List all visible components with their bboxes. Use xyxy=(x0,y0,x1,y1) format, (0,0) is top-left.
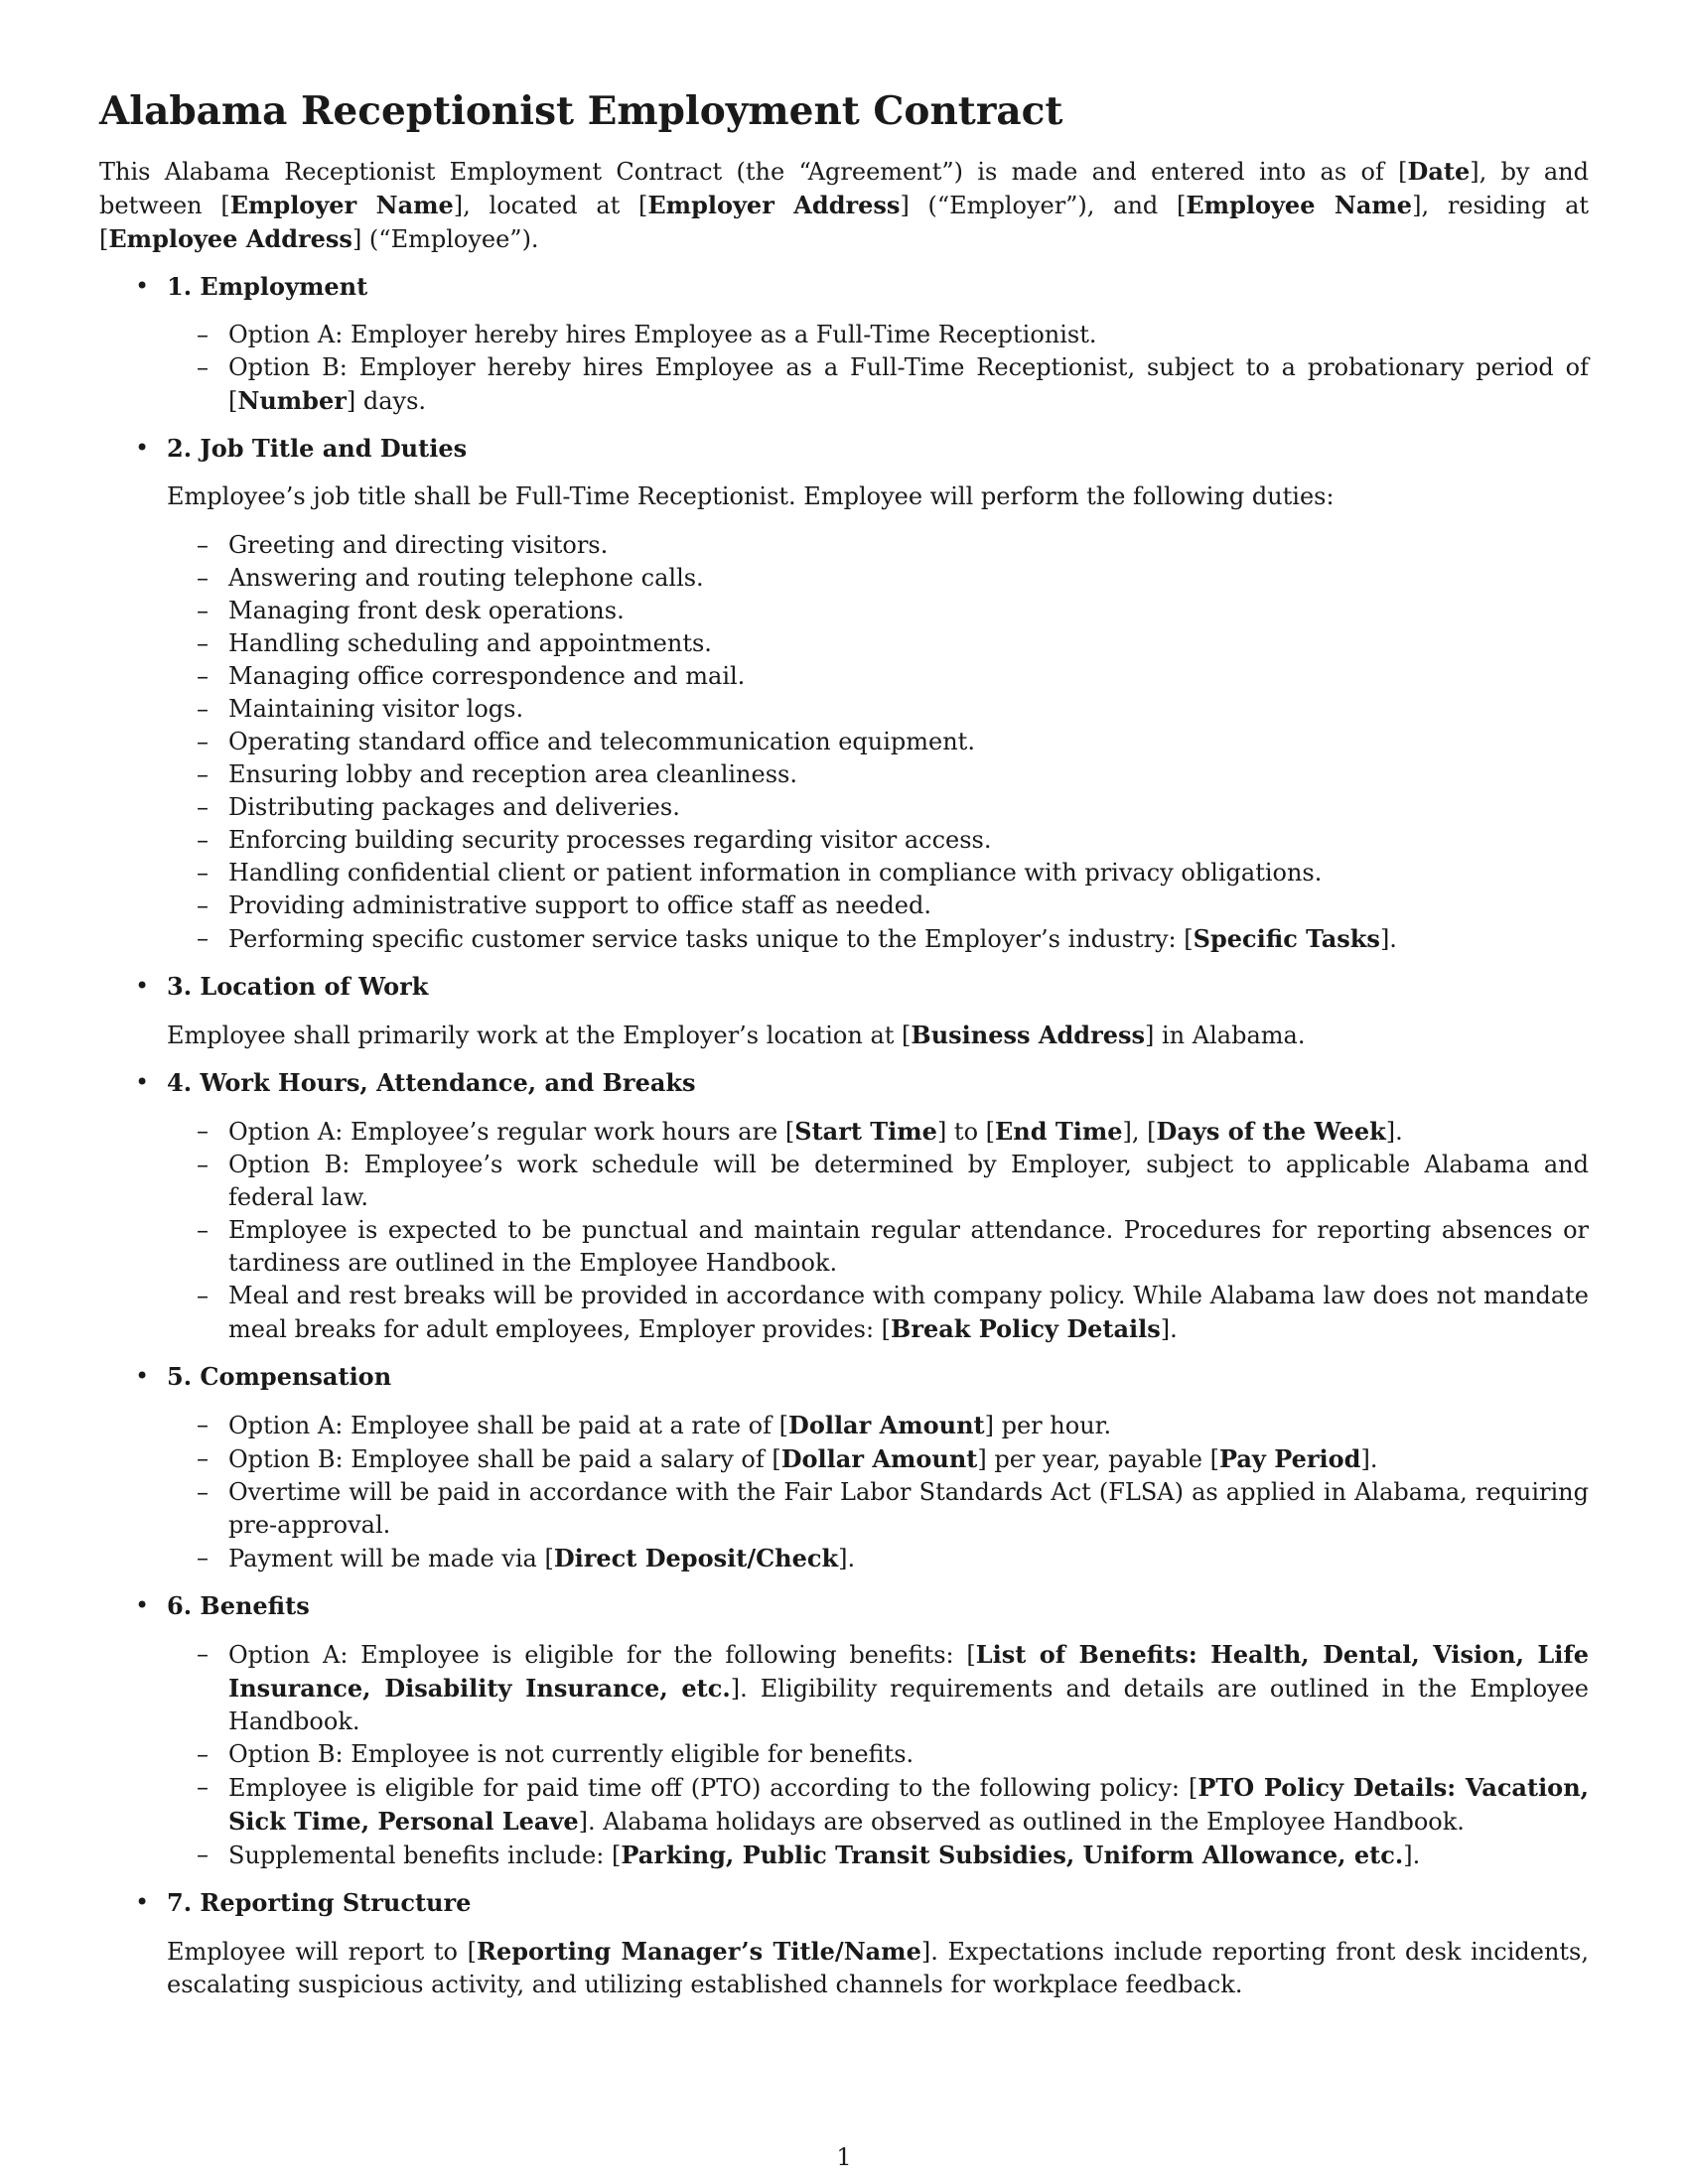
placeholder-field: Employee Name xyxy=(1186,191,1413,219)
list-item xyxy=(167,1771,1589,1839)
list-item xyxy=(167,693,1589,726)
section-3 xyxy=(99,970,1589,1052)
text-run: ]. xyxy=(1385,1118,1403,1146)
text-run: ] per year, payable [ xyxy=(977,1445,1219,1473)
text-run: ] (“Employer”), and [ xyxy=(900,192,1187,219)
placeholder-field: Pay Period xyxy=(1218,1444,1361,1473)
text-run: ]. xyxy=(1379,925,1397,953)
text-run: Employee’s job title shall be Full-Time Receptionist. Employee will perform the following duties: xyxy=(167,482,1335,510)
text-run: ]. xyxy=(838,1545,856,1572)
text-run: ] to [ xyxy=(936,1118,996,1146)
text-run: Distributing packages and deliveries. xyxy=(228,793,680,821)
section-2 xyxy=(99,432,1589,956)
list-item xyxy=(167,1638,1589,1738)
list-item xyxy=(167,660,1589,693)
text-run: ], residing at [ xyxy=(99,192,1590,253)
list-item xyxy=(167,319,1589,351)
text-run: ] per hour. xyxy=(984,1412,1112,1439)
list-item xyxy=(167,1115,1589,1149)
placeholder-field: PTO Policy Details: Vacation, Sick Time, Personal Leave xyxy=(228,1773,1589,1836)
section-items xyxy=(167,1409,1589,1575)
text-run: ]. Alabama holidays are observed as outlined in the Employee Handbook. xyxy=(578,1808,1465,1836)
list-item xyxy=(167,1476,1589,1542)
section-body xyxy=(167,1019,1589,1052)
section-5 xyxy=(99,1360,1589,1575)
section-items xyxy=(167,319,1589,418)
placeholder-field: Employee Address xyxy=(108,224,352,253)
text-run: Maintaining visitor logs. xyxy=(228,695,524,723)
text-run: Employee is expected to be punctual and maintain regular attendance. Procedures for reporting absences or tardiness are outlined in the Employee Handbook. xyxy=(228,1216,1589,1277)
document-title: Alabama Receptionist Employment Contract xyxy=(99,88,1063,134)
placeholder-field: Parking, Public Transit Subsidies, Uniform Allowance, etc. xyxy=(621,1841,1404,1869)
placeholder-field: Business Address xyxy=(911,1021,1146,1049)
list-item xyxy=(167,1214,1589,1280)
section-6 xyxy=(99,1589,1589,1872)
list-item xyxy=(167,726,1589,758)
placeholder-field: Reporting Manager’s Title/Name xyxy=(477,1937,921,1966)
text-run: Managing front desk operations. xyxy=(228,597,625,624)
section-list xyxy=(99,270,1589,2001)
text-run: ], located at [ xyxy=(453,192,648,219)
text-run: ] days. xyxy=(346,387,427,415)
text-run: Option B: Employer hereby hires Employee as a Full-Time Receptionist, subject to a probationary period of [ xyxy=(228,353,1589,415)
list-item xyxy=(167,1280,1589,1346)
text-run: This Alabama Receptionist Employment Contract (the “Agreement”) is made and entered into as of [ xyxy=(99,158,1408,186)
text-run: Option A: Employee’s regular work hours are [ xyxy=(228,1118,795,1146)
text-run: ]. xyxy=(1360,1445,1378,1473)
text-run: Overtime will be paid in accordance with the Fair Labor Standards Act (FLSA) as applied in Alabama, requiring pre-approval. xyxy=(228,1478,1589,1539)
section-body xyxy=(167,1935,1589,2001)
text-run: ] in Alabama. xyxy=(1145,1022,1306,1049)
section-4 xyxy=(99,1066,1589,1346)
section-heading: • 6. Benefits xyxy=(167,1591,310,1620)
page-number: 1 xyxy=(836,2143,852,2171)
text-run: ]. xyxy=(1160,1315,1178,1343)
list-item xyxy=(167,758,1589,791)
text-run: Managing office correspondence and mail. xyxy=(228,662,746,690)
text-run: Operating standard office and telecommunication equipment. xyxy=(228,728,975,755)
text-run: Greeting and directing visitors. xyxy=(228,531,609,559)
list-item xyxy=(167,791,1589,824)
placeholder-field: Days of the Week xyxy=(1156,1117,1386,1146)
text-run: Enforcing building security processes regarding visitor access. xyxy=(228,826,992,854)
text-run: Payment will be made via [ xyxy=(228,1545,554,1572)
text-run: Option A: Employee shall be paid at a rate of [ xyxy=(228,1412,788,1439)
section-items xyxy=(167,1638,1589,1872)
placeholder-field: Start Time xyxy=(794,1117,937,1146)
list-item xyxy=(167,351,1589,418)
placeholder-field: Dollar Amount xyxy=(780,1444,978,1473)
list-item xyxy=(167,627,1589,660)
section-items xyxy=(167,529,1589,956)
text-run: Providing administrative support to office staff as needed. xyxy=(228,891,931,919)
list-item xyxy=(167,1542,1589,1575)
text-run: Option B: Employee’s work schedule will be determined by Employer, subject to applicable Alabama and federal law. xyxy=(228,1151,1589,1211)
text-run: Option A: Employee is eligible for the following benefits: [ xyxy=(228,1641,976,1669)
text-run: Employee will report to [ xyxy=(167,1938,478,1966)
placeholder-field: Dollar Amount xyxy=(788,1411,985,1439)
section-items xyxy=(167,1115,1589,1346)
section-heading: • 5. Compensation xyxy=(167,1362,392,1391)
text-run: ]. xyxy=(1403,1842,1421,1869)
text-run: Option A: Employer hereby hires Employee as a Full-Time Receptionist. xyxy=(228,321,1097,348)
text-run: Meal and rest breaks will be provided in accordance with company policy. While Alabama law does not mandate meal breaks for adult employees, Employer provides: [ xyxy=(228,1282,1589,1343)
placeholder-field: List of Benefits: Health, Dental, Vision, Life Insurance, Disability Insurance, etc. xyxy=(228,1640,1590,1703)
text-run: Performing specific customer service tasks unique to the Employer’s industry: [ xyxy=(228,925,1194,953)
text-run: ]. Expectations include reporting front desk incidents, escalating suspicious activity, and utilizing established channels for workplace feedback. xyxy=(167,1938,1589,1998)
text-run: Employee shall primarily work at the Employer’s location at [ xyxy=(167,1022,912,1049)
text-run: ]. Eligibility requirements and details are outlined in the Employee Handbook. xyxy=(228,1675,1589,1735)
list-item xyxy=(167,1442,1589,1476)
text-run: Supplemental benefits include: [ xyxy=(228,1842,622,1869)
text-run: Employee is eligible for paid time off (PTO) according to the following policy: [ xyxy=(228,1774,1198,1802)
text-run: Answering and routing telephone calls. xyxy=(228,564,704,592)
list-item xyxy=(167,1839,1589,1872)
section-7 xyxy=(99,1886,1589,2001)
placeholder-field: Specific Tasks xyxy=(1193,924,1380,953)
text-run: ], [ xyxy=(1122,1118,1157,1146)
text-run: Option B: Employee is not currently eligible for benefits. xyxy=(228,1740,914,1768)
list-item xyxy=(167,824,1589,857)
placeholder-field: Employer Address xyxy=(647,191,901,219)
text-run: Ensuring lobby and reception area cleanliness. xyxy=(228,760,797,788)
placeholder-field: Direct Deposit/Check xyxy=(553,1544,839,1572)
section-heading: • 7. Reporting Structure xyxy=(167,1888,472,1917)
section-1 xyxy=(99,270,1589,418)
text-run: ], by and between [ xyxy=(99,158,1589,219)
list-item xyxy=(167,529,1589,562)
placeholder-field: Number xyxy=(237,386,347,415)
text-run: ] (“Employee”). xyxy=(352,225,539,253)
section-heading: • 1. Employment xyxy=(167,272,368,301)
list-item xyxy=(167,922,1589,956)
text-run: Handling scheduling and appointments. xyxy=(228,629,712,657)
list-item xyxy=(167,595,1589,627)
placeholder-field: End Time xyxy=(995,1117,1123,1146)
section-heading: • 2. Job Title and Duties xyxy=(167,434,468,463)
list-item xyxy=(167,1409,1589,1442)
text-run: Option B: Employee shall be paid a salary of [ xyxy=(228,1445,781,1473)
list-item xyxy=(167,1149,1589,1214)
section-heading: • 3. Location of Work xyxy=(167,972,429,1001)
list-item xyxy=(167,562,1589,595)
section-body xyxy=(167,480,1589,513)
section-heading: • 4. Work Hours, Attendance, and Breaks xyxy=(167,1068,696,1097)
text-run: Handling confidential client or patient information in compliance with privacy obligations. xyxy=(228,859,1323,887)
intro-paragraph xyxy=(99,155,1589,256)
list-item xyxy=(167,889,1589,922)
list-item xyxy=(167,857,1589,889)
placeholder-field: Employer Name xyxy=(229,191,454,219)
list-item xyxy=(167,1738,1589,1771)
placeholder-field: Break Policy Details xyxy=(891,1314,1161,1343)
placeholder-field: Date xyxy=(1407,157,1471,186)
